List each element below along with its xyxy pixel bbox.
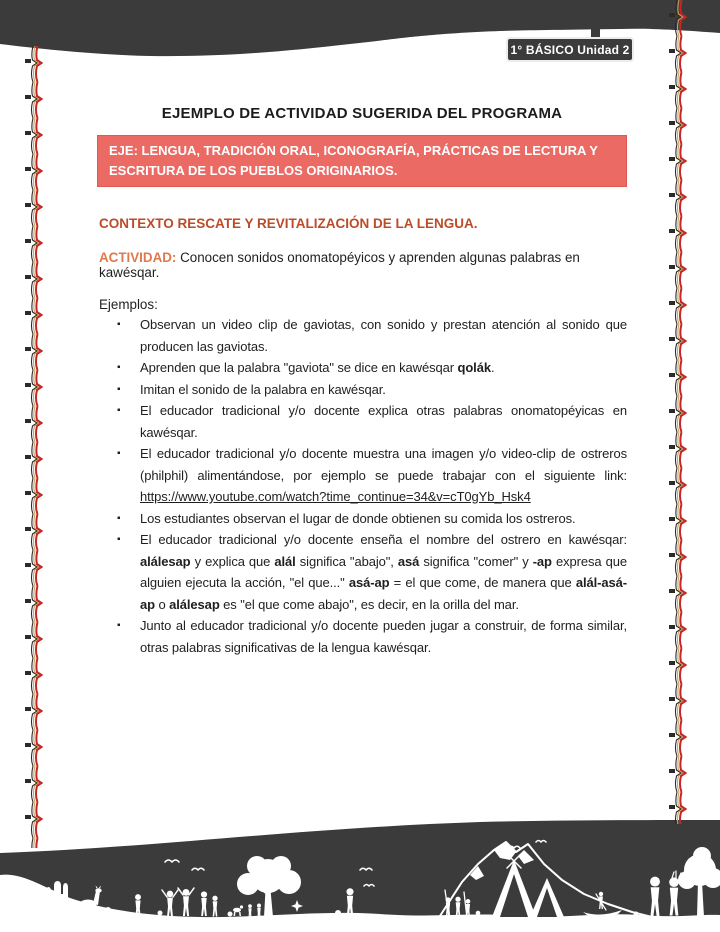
- right-zigzag-border-icon: [666, 0, 694, 824]
- actividad-label: ACTIVIDAD:: [99, 250, 177, 265]
- bullet-square-icon: ▪: [117, 448, 121, 459]
- bullet-square-icon: ▪: [117, 405, 121, 416]
- list-item-text: Los estudiantes observan el lugar de donde obtienen su comida los ostreros.: [140, 510, 576, 526]
- footer-silhouette-art: [0, 820, 720, 932]
- list-item: [97, 443, 627, 508]
- eje-banner: EJE: LENGUA, TRADICIÓN ORAL, ICONOGRAFÍA, PRÁCTICAS DE LECTURA Y ESCRITURA DE LOS PUEBLOS ORIGINARIOS.: [97, 135, 627, 187]
- bullet-square-icon: ▪: [117, 362, 121, 373]
- youtube-link[interactable]: https://www.youtube.com/watch?time_continue=34&v=cT0gYb_Hsk4: [140, 489, 531, 504]
- bullet-square-icon: ▪: [117, 620, 121, 631]
- bullet-square-icon: ▪: [117, 512, 121, 524]
- list-item: [97, 529, 627, 615]
- page-title: EJEMPLO DE ACTIVIDAD SUGERIDA DEL PROGRAMA: [161, 105, 563, 122]
- ejemplos-label: Ejemplos:: [99, 297, 158, 312]
- document-content: [97, 105, 627, 658]
- actividad-line: [99, 250, 627, 280]
- list-item: [97, 314, 627, 357]
- unit-badge: 1° BÁSICO Unidad 2: [506, 37, 634, 62]
- list-item-text: El educador tradicional y/o docente explica otras palabras onomatopéyicas en kawésqar.: [140, 403, 627, 440]
- contexto-heading: CONTEXTO RESCATE Y REVITALIZACIÓN DE LA LENGUA.: [99, 216, 478, 231]
- bullet-square-icon: ▪: [117, 383, 121, 395]
- left-zigzag-border-icon: [22, 46, 50, 848]
- list-item-text: Aprenden que la palabra "gaviota" se dice en kawésqar qolák.: [140, 360, 495, 375]
- bullet-square-icon: ▪: [117, 319, 121, 330]
- list-item-text: Junto al educador tradicional y/o docente pueden jugar a construir, de forma similar, otras palabras significativas de la lengua kawésqar.: [140, 618, 627, 655]
- example-list: [97, 314, 627, 658]
- list-item: [97, 379, 627, 401]
- list-item: [97, 400, 627, 443]
- list-item: [97, 357, 627, 379]
- list-item: [97, 615, 627, 658]
- list-item-text: Imitan el sonido de la palabra en kawésqar.: [140, 381, 386, 397]
- list-item-text: Observan un video clip de gaviotas, con sonido y prestan atención al sonido que producen las gaviotas.: [140, 317, 627, 354]
- list-item-text: El educador tradicional y/o docente muestra una imagen y/o video-clip de ostreros (philphil) alimentándose, por ejemplo se puede trabajar con el siguiente link: https://www.youtube.com/watch?time_continue=34&v=cT0gYb_Hsk4: [140, 446, 627, 504]
- list-item-text: El educador tradicional y/o docente enseña el nombre del ostrero en kawésqar: alálesap y explica que alál significa "abajo", asá significa "comer" y -ap expresa que alguien ejecuta la acción, "el que..." asá-ap = el que come, de manera que alál-asá-ap o alálesap es "el que come abajo", es decir, en la orilla del mar.: [140, 532, 628, 612]
- list-item: [97, 508, 627, 530]
- bullet-square-icon: ▪: [117, 534, 121, 545]
- actividad-text: Conocen sonidos onomatopéyicos y aprenden algunas palabras en kawésqar.: [99, 250, 580, 280]
